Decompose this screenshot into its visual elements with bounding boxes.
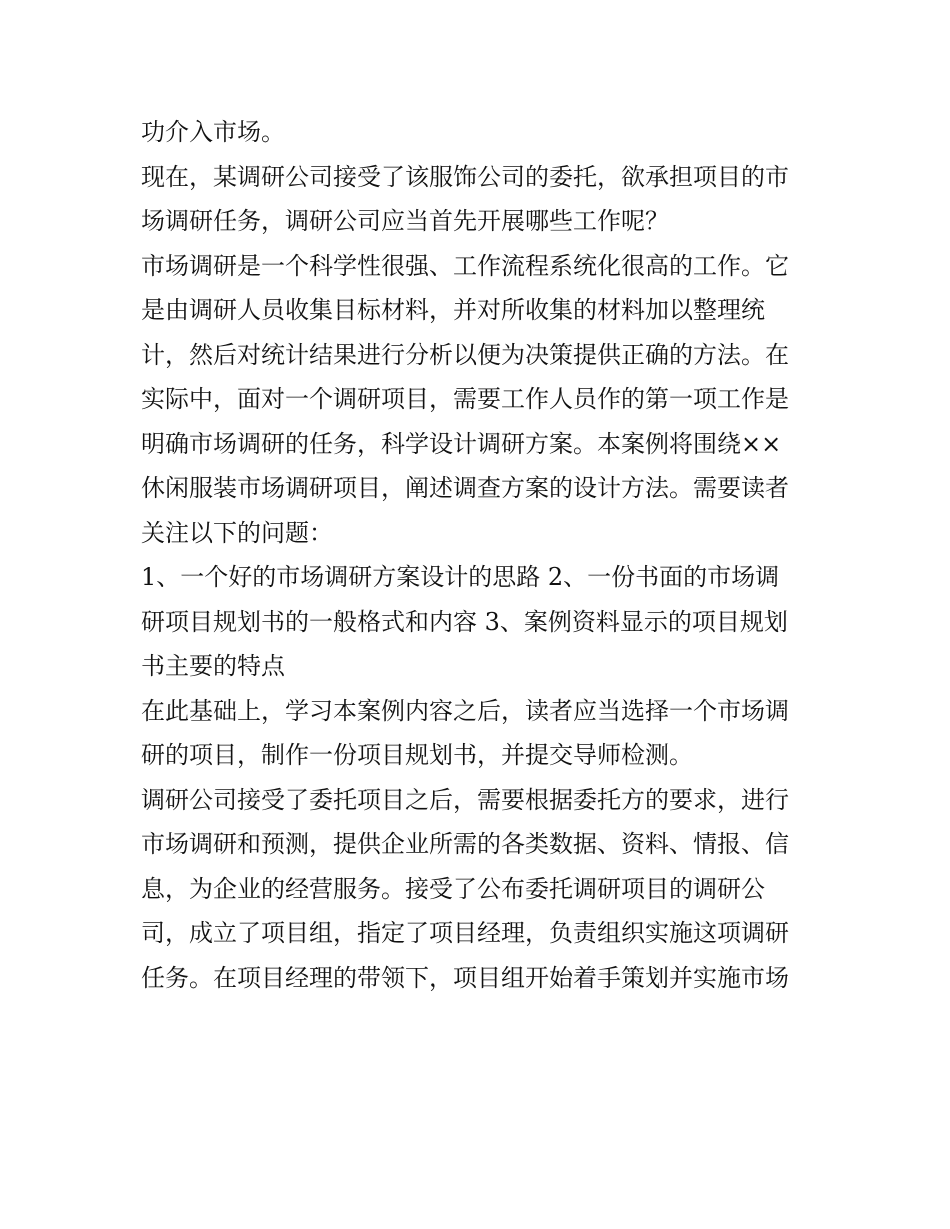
text-line: 关注以下的问题： bbox=[141, 518, 333, 547]
text-line: 调研公司接受了委托项目之后，需要根据委托方的要求，进行 bbox=[141, 785, 789, 814]
text-line: 研的项目，制作一份项目规划书，并提交导师检测。 bbox=[141, 741, 693, 769]
text-line: 明确市场调研的任务，科学设计调研方案。本案例将围绕×× bbox=[141, 429, 782, 458]
text-line: 书主要的特点 bbox=[141, 652, 285, 680]
text-line: 研项目规划书的一般格式和内容 3、案例资料显示的项目规划 bbox=[141, 607, 788, 636]
text-line: 息，为企业的经营服务。接受了公布委托调研项目的调研公 bbox=[141, 874, 765, 903]
text-line: 是由调研人员收集目标材料，并对所收集的材料加以整理统 bbox=[141, 296, 765, 324]
text-line: 任务。在项目经理的带领下，项目组开始着手策划并实施市场 bbox=[141, 963, 789, 992]
text-line: 司，成立了项目组，指定了项目经理，负责组织实施这项调研 bbox=[141, 919, 789, 947]
text-line: 休闲服装市场调研项目，阐述调查方案的设计方法。需要读者 bbox=[141, 474, 789, 502]
body-text bbox=[141, 110, 821, 1000]
text-line: 在此基础上，学习本案例内容之后，读者应当选择一个市场调 bbox=[141, 696, 789, 725]
text-line: 计，然后对统计结果进行分析以便为决策提供正确的方法。在 bbox=[141, 340, 789, 369]
text-line: 功介入市场。 bbox=[141, 118, 285, 146]
text-line: 现在，某调研公司接受了该服饰公司的委托，欲承担项目的市 bbox=[141, 162, 789, 191]
text-line: 市场调研是一个科学性很强、工作流程系统化很高的工作。它 bbox=[141, 251, 789, 280]
text-line: 实际中，面对一个调研项目，需要工作人员作的第一项工作是 bbox=[141, 385, 789, 413]
text-line: 市场调研和预测，提供企业所需的各类数据、资料、情报、信 bbox=[141, 830, 789, 858]
text-line: 1、一个好的市场调研方案设计的思路 2、一份书面的市场调 bbox=[141, 563, 780, 591]
text-line: 场调研任务，调研公司应当首先开展哪些工作呢？ bbox=[141, 207, 669, 235]
